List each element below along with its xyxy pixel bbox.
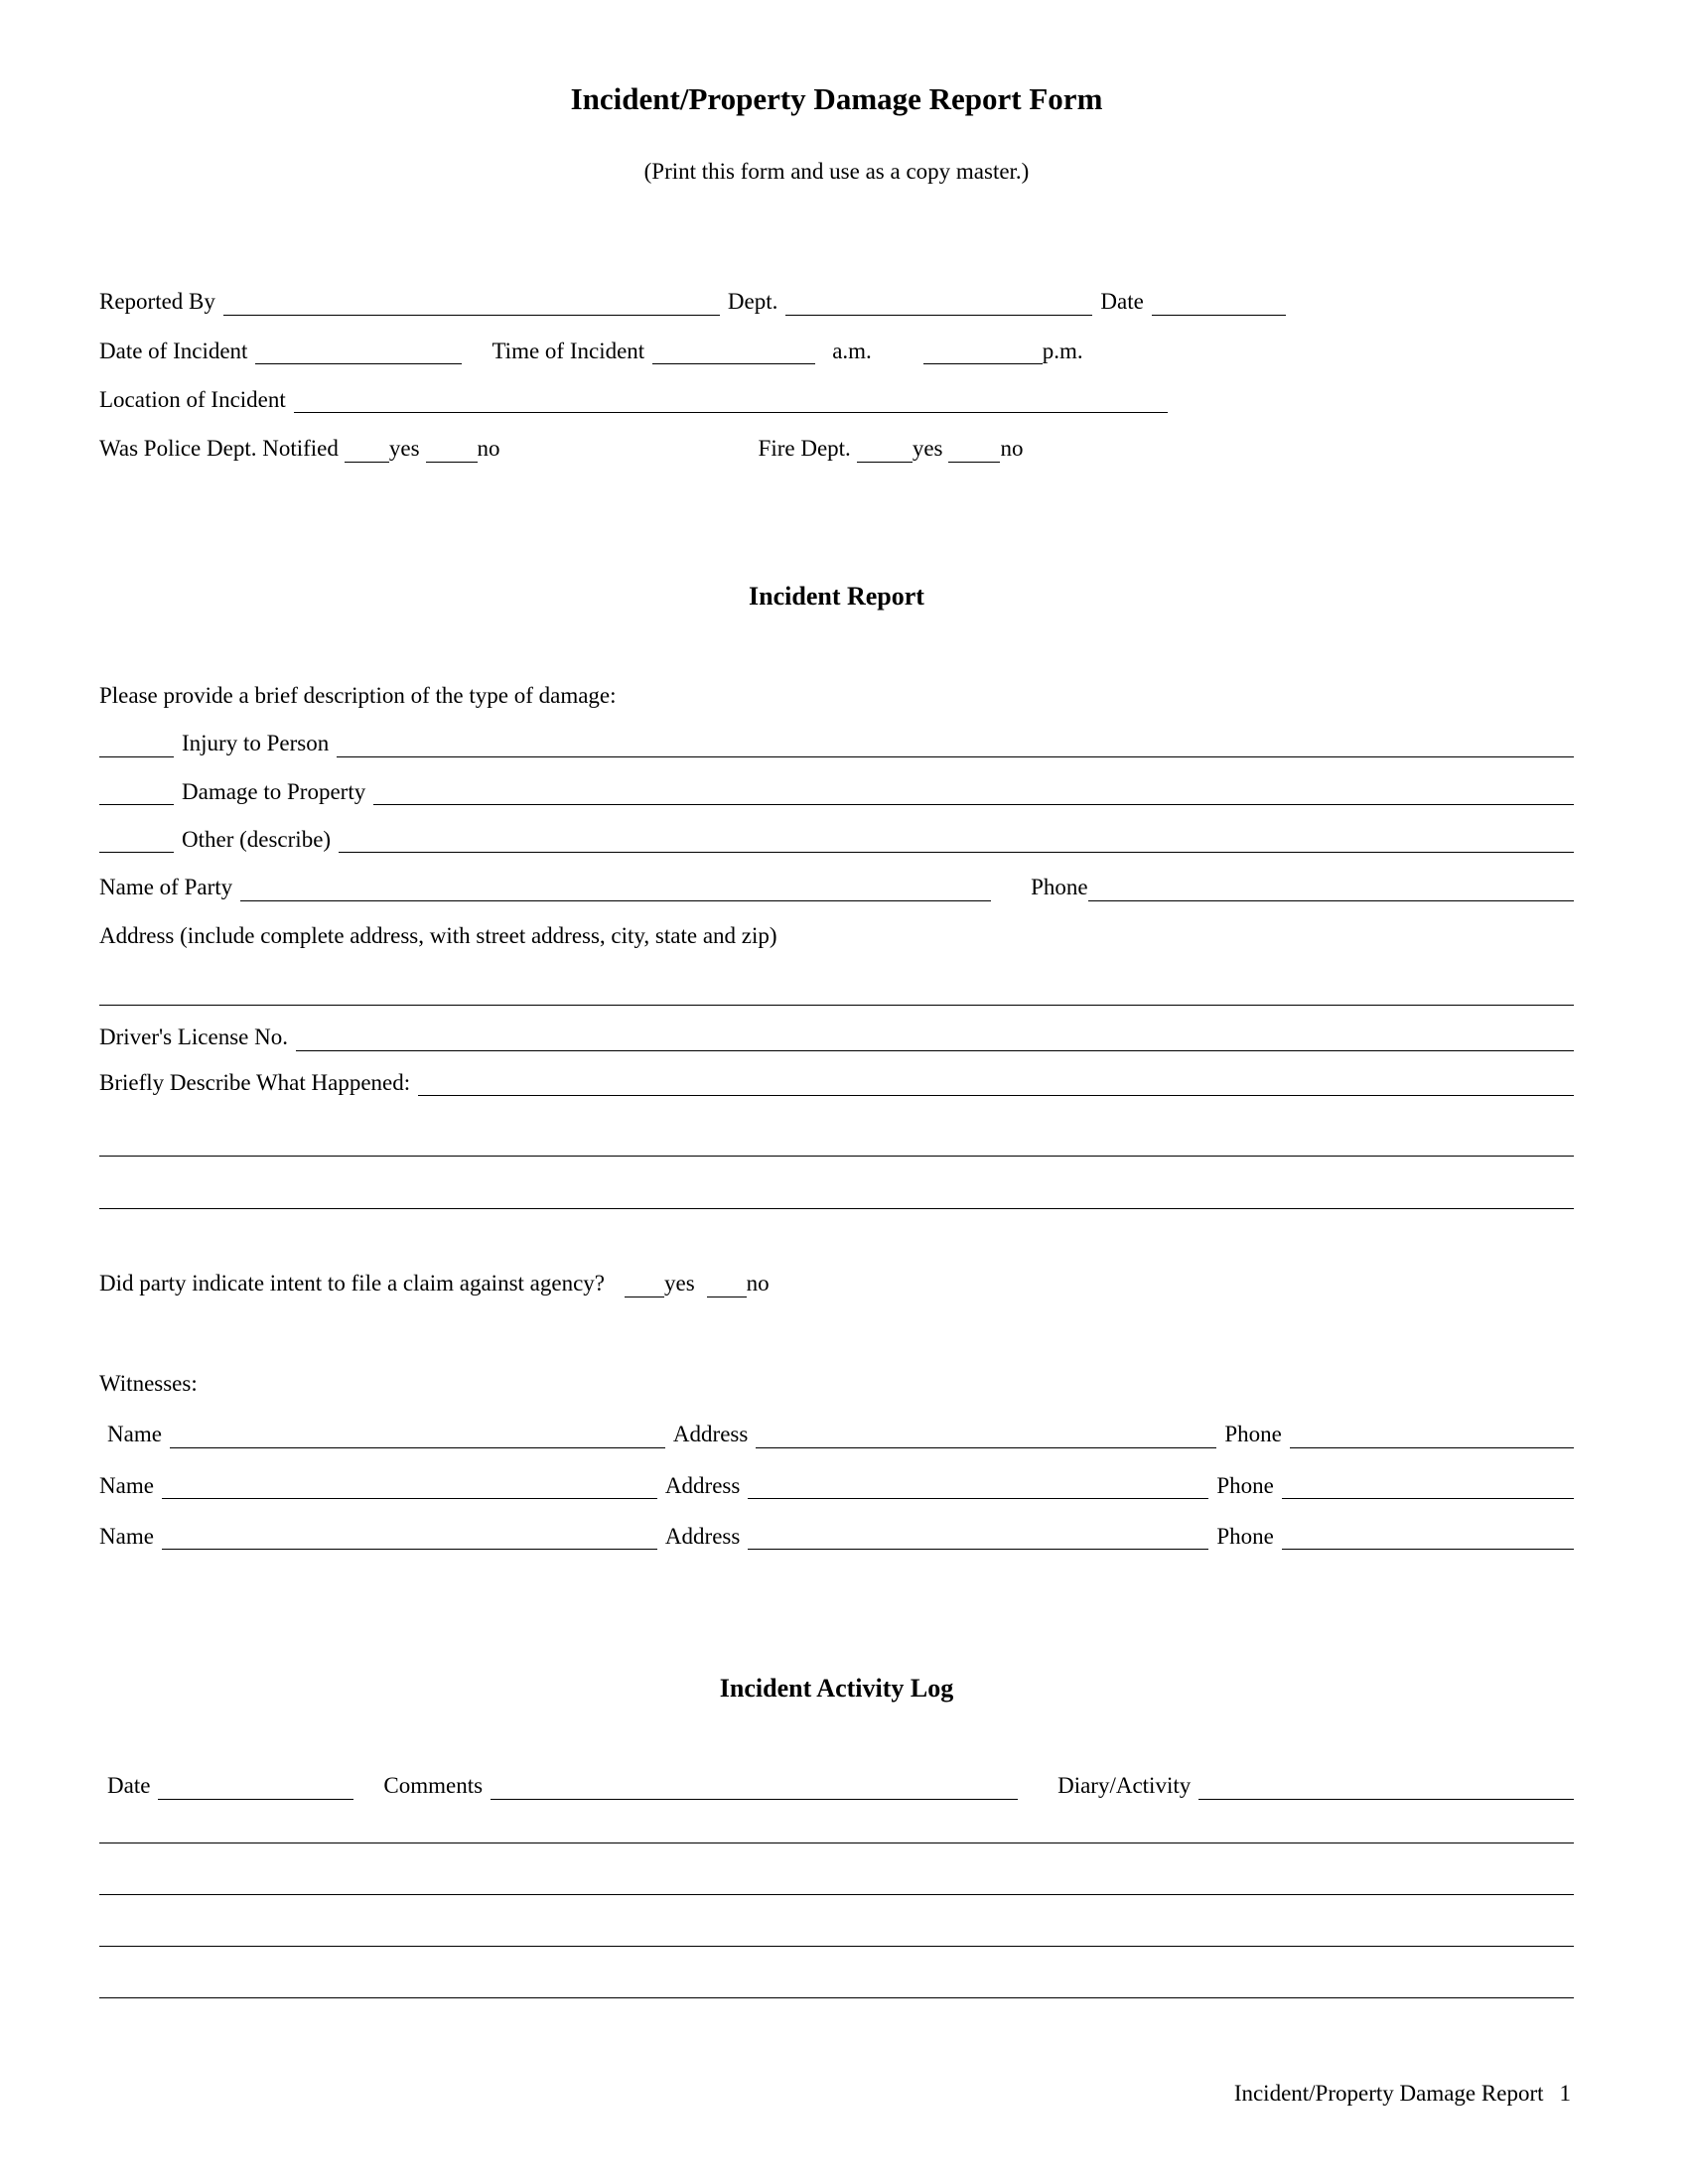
reported-by-label: Reported By xyxy=(99,289,215,315)
witness-name-blank xyxy=(170,1425,665,1448)
claim-no-label: no xyxy=(746,1271,770,1297)
other-detail-blank xyxy=(339,829,1574,853)
name-of-party-label: Name of Party xyxy=(99,875,233,900)
other-label: Other (describe) xyxy=(182,827,332,853)
describe-rule-2 xyxy=(99,1208,1574,1209)
activity-date-label: Date xyxy=(107,1773,151,1799)
activity-diary-blank xyxy=(1198,1776,1574,1800)
address-note-row xyxy=(99,923,1574,949)
activity-diary-label: Diary/Activity xyxy=(1057,1773,1192,1799)
address-note-label: Address (include complete address, with street address, city, state and zip) xyxy=(99,922,777,948)
notified-row xyxy=(99,436,1574,462)
describe-rule-1 xyxy=(99,1156,1574,1157)
police-no-label: no xyxy=(477,436,500,462)
name-of-party-blank xyxy=(240,878,991,901)
police-notified-label: Was Police Dept. Notified xyxy=(99,436,339,462)
drivers-license-label: Driver's License No. xyxy=(99,1024,288,1050)
activity-date-blank xyxy=(158,1776,353,1800)
fire-no-label: no xyxy=(1000,436,1024,462)
witness-address-label: Address xyxy=(672,1422,749,1447)
describe-row xyxy=(99,1070,1574,1096)
fire-yes-blank xyxy=(857,439,913,463)
party-phone-label: Phone xyxy=(1031,875,1088,900)
footer-label: Incident/Property Damage Report xyxy=(1233,2080,1544,2106)
party-row xyxy=(99,875,1574,900)
witness-phone-label: Phone xyxy=(1216,1472,1274,1498)
location-blank xyxy=(294,389,1168,413)
fire-yes-label: yes xyxy=(912,436,943,462)
witness-address-label: Address xyxy=(664,1472,741,1498)
reported-by-row xyxy=(99,289,1574,315)
activity-log-row xyxy=(99,1773,1574,1799)
activity-rule-4 xyxy=(99,1997,1574,1998)
claim-no-blank xyxy=(707,1274,747,1297)
witness-phone-blank xyxy=(1290,1425,1574,1448)
claim-yes-label: yes xyxy=(664,1271,695,1297)
police-no-blank xyxy=(426,439,478,463)
witnesses-heading-row xyxy=(99,1371,1574,1397)
witness-row xyxy=(99,1524,1574,1550)
drivers-license-row xyxy=(99,1024,1574,1050)
footer-page-number: 1 xyxy=(1559,2080,1571,2106)
damage-intro-label: Please provide a brief description of the type of damage: xyxy=(99,682,617,708)
damage-type-row xyxy=(99,731,1574,756)
location-label: Location of Incident xyxy=(99,386,286,412)
witness-name-label: Name xyxy=(99,1523,154,1549)
property-check-blank xyxy=(99,781,174,805)
activity-log-heading: Incident Activity Log xyxy=(719,1674,954,1704)
pm-label: p.m. xyxy=(1042,338,1083,363)
witness-name-blank xyxy=(162,1526,657,1550)
other-check-blank xyxy=(99,829,174,853)
form-subtitle: (Print this form and use as a copy master.) xyxy=(643,158,1030,184)
am-pm-blank xyxy=(923,341,1043,364)
witness-phone-label: Phone xyxy=(1216,1523,1274,1549)
time-of-incident-label: Time of Incident xyxy=(492,338,645,363)
witness-address-label: Address xyxy=(664,1523,741,1549)
dept-blank xyxy=(785,292,1092,316)
dept-label: Dept. xyxy=(727,289,778,315)
date-of-incident-label: Date of Incident xyxy=(99,338,248,363)
time-of-incident-blank xyxy=(652,341,815,364)
activity-rule-3 xyxy=(99,1946,1574,1947)
witness-phone-label: Phone xyxy=(1224,1422,1282,1447)
witness-name-label: Name xyxy=(99,1472,154,1498)
activity-comments-blank xyxy=(491,1776,1018,1800)
describe-label: Briefly Describe What Happened: xyxy=(99,1069,411,1095)
activity-comments-label: Comments xyxy=(383,1773,484,1799)
incident-report-heading: Incident Report xyxy=(749,581,924,611)
describe-blank xyxy=(418,1072,1574,1096)
page-footer xyxy=(1234,2081,1571,2107)
damage-type-row xyxy=(99,779,1574,805)
damage-intro-row xyxy=(99,683,1574,709)
address-blank-rule xyxy=(99,1005,1574,1006)
witness-phone-blank xyxy=(1282,1475,1574,1499)
claim-row xyxy=(99,1271,1574,1297)
incident-date-row xyxy=(99,339,1574,364)
date-label: Date xyxy=(1100,289,1144,315)
am-label: a.m. xyxy=(832,338,872,363)
witness-address-blank xyxy=(748,1475,1208,1499)
injury-check-blank xyxy=(99,734,174,757)
fire-no-blank xyxy=(948,439,1000,463)
reported-by-blank xyxy=(223,292,720,316)
activity-rule-2 xyxy=(99,1894,1574,1895)
witness-row xyxy=(99,1473,1574,1499)
form-title: Incident/Property Damage Report Form xyxy=(570,81,1103,116)
claim-question-label: Did party indicate intent to file a claim against agency? xyxy=(99,1271,605,1297)
party-phone-blank xyxy=(1088,878,1574,901)
witness-name-label: Name xyxy=(107,1422,162,1447)
drivers-license-blank xyxy=(296,1027,1574,1051)
fire-dept-label: Fire Dept. xyxy=(758,436,851,462)
witness-row xyxy=(99,1422,1574,1447)
claim-yes-blank xyxy=(625,1274,664,1297)
police-yes-blank xyxy=(345,439,389,463)
injury-detail-blank xyxy=(337,734,1574,757)
date-blank xyxy=(1152,292,1286,316)
witness-phone-blank xyxy=(1282,1526,1574,1550)
injury-label: Injury to Person xyxy=(182,731,330,756)
police-yes-label: yes xyxy=(388,436,420,462)
damage-type-row xyxy=(99,827,1574,853)
date-of-incident-blank xyxy=(255,341,462,364)
witness-address-blank xyxy=(748,1526,1208,1550)
witnesses-label: Witnesses: xyxy=(99,1370,198,1396)
witness-name-blank xyxy=(162,1475,657,1499)
property-label: Damage to Property xyxy=(182,778,366,804)
property-detail-blank xyxy=(373,781,1574,805)
location-row xyxy=(99,387,1574,413)
witness-address-blank xyxy=(756,1425,1216,1448)
